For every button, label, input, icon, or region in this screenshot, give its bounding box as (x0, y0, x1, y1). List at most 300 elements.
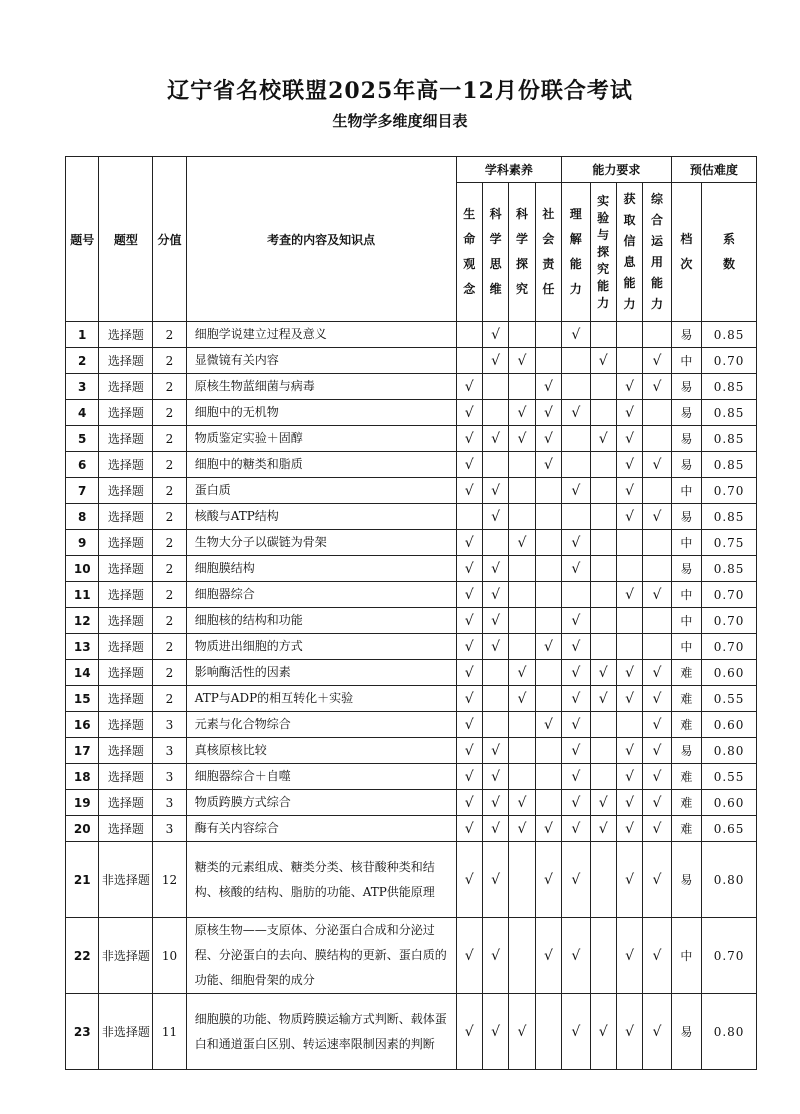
difficulty-level: 中 (671, 608, 701, 634)
difficulty-coefficient: 0.85 (702, 504, 757, 530)
check-cell (535, 608, 561, 634)
check-cell: √ (535, 816, 561, 842)
check-cell: √ (616, 686, 642, 712)
check-cell (643, 322, 671, 348)
check-cell: √ (535, 426, 561, 452)
check-cell: √ (535, 374, 561, 400)
check-cell: √ (590, 790, 616, 816)
table-row (66, 816, 757, 842)
check-cell (643, 556, 671, 582)
question-number: 21 (66, 842, 99, 918)
question-content: 元素与化合物综合 (186, 712, 456, 738)
check-cell: √ (616, 816, 642, 842)
check-cell: √ (616, 738, 642, 764)
difficulty-level: 易 (671, 322, 701, 348)
check-cell (535, 348, 561, 374)
check-cell: √ (643, 790, 671, 816)
check-cell: √ (456, 712, 482, 738)
check-cell (590, 918, 616, 994)
check-cell (562, 582, 590, 608)
difficulty-coefficient: 0.85 (702, 426, 757, 452)
check-cell (509, 842, 535, 918)
table-row (66, 426, 757, 452)
question-number: 12 (66, 608, 99, 634)
question-score: 2 (153, 660, 186, 686)
difficulty-coefficient: 0.65 (702, 816, 757, 842)
table-row (66, 764, 757, 790)
question-score: 2 (153, 504, 186, 530)
header-group-literacy: 学科素养 (456, 157, 562, 183)
question-type: 选择题 (99, 608, 153, 634)
difficulty-level: 难 (671, 660, 701, 686)
difficulty-level: 难 (671, 686, 701, 712)
check-cell: √ (643, 582, 671, 608)
check-cell: √ (509, 686, 535, 712)
question-content: 细胞膜的功能、物质跨膜运输方式判断、载体蛋白和通道蛋白区别、转运速率限制因素的判断 (186, 994, 456, 1070)
check-cell: √ (535, 712, 561, 738)
question-content: 酶有关内容综合 (186, 816, 456, 842)
check-cell: √ (535, 918, 561, 994)
check-cell (590, 374, 616, 400)
check-cell: √ (482, 608, 508, 634)
difficulty-coefficient: 0.75 (702, 530, 757, 556)
question-score: 2 (153, 348, 186, 374)
check-cell (616, 348, 642, 374)
difficulty-coefficient: 0.60 (702, 712, 757, 738)
check-cell (590, 478, 616, 504)
question-type: 选择题 (99, 660, 153, 686)
question-type: 非选择题 (99, 842, 153, 918)
check-cell: √ (590, 816, 616, 842)
check-cell (643, 426, 671, 452)
check-cell (643, 634, 671, 660)
check-cell: √ (562, 530, 590, 556)
check-cell (482, 452, 508, 478)
difficulty-level: 易 (671, 426, 701, 452)
check-cell: √ (482, 634, 508, 660)
check-cell: √ (482, 918, 508, 994)
difficulty-coefficient: 0.55 (702, 764, 757, 790)
question-score: 3 (153, 790, 186, 816)
check-cell (590, 452, 616, 478)
difficulty-coefficient: 0.85 (702, 400, 757, 426)
check-cell: √ (456, 530, 482, 556)
question-score: 10 (153, 918, 186, 994)
check-cell (535, 686, 561, 712)
check-cell: √ (509, 790, 535, 816)
check-cell (590, 504, 616, 530)
question-number: 11 (66, 582, 99, 608)
check-cell: √ (616, 426, 642, 452)
check-cell (509, 556, 535, 582)
table-row (66, 790, 757, 816)
check-cell: √ (456, 994, 482, 1070)
question-type: 选择题 (99, 556, 153, 582)
check-cell (590, 634, 616, 660)
question-number: 1 (66, 322, 99, 348)
check-cell (482, 686, 508, 712)
check-cell (535, 994, 561, 1070)
difficulty-coefficient: 0.60 (702, 790, 757, 816)
question-content: 核酸与ATP结构 (186, 504, 456, 530)
difficulty-level: 易 (671, 504, 701, 530)
table-row (66, 556, 757, 582)
question-score: 3 (153, 816, 186, 842)
question-number: 3 (66, 374, 99, 400)
check-cell: √ (509, 400, 535, 426)
check-cell (616, 712, 642, 738)
check-cell (509, 504, 535, 530)
check-cell: √ (562, 660, 590, 686)
question-content: ATP与ADP的相互转化＋实验 (186, 686, 456, 712)
check-cell (482, 712, 508, 738)
check-cell: √ (643, 842, 671, 918)
table-row (66, 918, 757, 994)
check-cell: √ (616, 918, 642, 994)
question-number: 19 (66, 790, 99, 816)
table-row (66, 504, 757, 530)
question-content: 物质鉴定实验＋固醇 (186, 426, 456, 452)
table-row (66, 842, 757, 918)
check-cell (616, 322, 642, 348)
check-cell: √ (616, 478, 642, 504)
check-cell: √ (562, 738, 590, 764)
difficulty-level: 中 (671, 530, 701, 556)
question-score: 3 (153, 738, 186, 764)
difficulty-level: 易 (671, 400, 701, 426)
question-content: 物质进出细胞的方式 (186, 634, 456, 660)
question-type: 选择题 (99, 504, 153, 530)
question-number: 10 (66, 556, 99, 582)
difficulty-coefficient: 0.85 (702, 556, 757, 582)
table-row (66, 322, 757, 348)
check-cell: √ (562, 712, 590, 738)
header-sub-scientific-inquiry: 科 学 探 究 (516, 207, 529, 296)
check-cell (482, 660, 508, 686)
check-cell: √ (456, 764, 482, 790)
check-cell (456, 322, 482, 348)
check-cell: √ (456, 686, 482, 712)
check-cell (590, 712, 616, 738)
check-cell (509, 452, 535, 478)
question-content: 细胞器综合＋自噬 (186, 764, 456, 790)
check-cell: √ (482, 790, 508, 816)
difficulty-coefficient: 0.85 (702, 374, 757, 400)
check-cell (509, 322, 535, 348)
check-cell: √ (616, 994, 642, 1070)
check-cell (535, 764, 561, 790)
question-type: 选择题 (99, 452, 153, 478)
question-type: 选择题 (99, 400, 153, 426)
check-cell: √ (509, 348, 535, 374)
question-content: 原核生物——支原体、分泌蛋白合成和分泌过程、分泌蛋白的去向、膜结构的更新、蛋白质的功能、细胞骨架的成分 (186, 918, 456, 994)
check-cell: √ (643, 994, 671, 1070)
check-cell: √ (482, 348, 508, 374)
difficulty-coefficient: 0.70 (702, 608, 757, 634)
difficulty-coefficient: 0.70 (702, 918, 757, 994)
difficulty-level: 易 (671, 842, 701, 918)
check-cell: √ (616, 660, 642, 686)
check-cell: √ (456, 400, 482, 426)
question-score: 2 (153, 582, 186, 608)
check-cell: √ (643, 738, 671, 764)
header-sub-life-concept: 生 命 观 念 (463, 207, 476, 296)
table-row (66, 582, 757, 608)
check-cell: √ (456, 426, 482, 452)
check-cell: √ (509, 994, 535, 1070)
table-row (66, 994, 757, 1070)
check-cell (562, 426, 590, 452)
check-cell: √ (509, 426, 535, 452)
question-number: 4 (66, 400, 99, 426)
check-cell (509, 634, 535, 660)
check-cell (535, 582, 561, 608)
difficulty-level: 难 (671, 816, 701, 842)
question-number: 18 (66, 764, 99, 790)
question-type: 选择题 (99, 686, 153, 712)
check-cell: √ (456, 634, 482, 660)
check-cell (643, 530, 671, 556)
check-cell: √ (482, 322, 508, 348)
question-number: 6 (66, 452, 99, 478)
check-cell: √ (535, 452, 561, 478)
question-content: 细胞膜结构 (186, 556, 456, 582)
difficulty-level: 难 (671, 764, 701, 790)
check-cell: √ (562, 478, 590, 504)
header-sub-level: 档 次 (680, 232, 693, 271)
check-cell (562, 348, 590, 374)
question-content: 蛋白质 (186, 478, 456, 504)
check-cell: √ (482, 816, 508, 842)
question-content: 细胞器综合 (186, 582, 456, 608)
check-cell (590, 764, 616, 790)
question-type: 选择题 (99, 374, 153, 400)
check-cell: √ (562, 918, 590, 994)
header-group-difficulty: 预估难度 (671, 157, 756, 183)
check-cell: √ (562, 322, 590, 348)
check-cell: √ (616, 374, 642, 400)
check-cell: √ (616, 400, 642, 426)
check-cell: √ (482, 738, 508, 764)
check-cell: √ (643, 764, 671, 790)
table-row (66, 738, 757, 764)
table-row (66, 530, 757, 556)
check-cell: √ (509, 530, 535, 556)
header-sub-experiment: 实 验 与 探 究 能 力 (597, 193, 610, 310)
check-cell: √ (482, 994, 508, 1070)
check-cell: √ (643, 918, 671, 994)
question-type: 选择题 (99, 712, 153, 738)
check-cell (509, 764, 535, 790)
check-cell: √ (562, 842, 590, 918)
check-cell (616, 530, 642, 556)
question-content: 原核生物蓝细菌与病毒 (186, 374, 456, 400)
table-body (66, 322, 757, 1070)
check-cell: √ (482, 764, 508, 790)
question-score: 2 (153, 452, 186, 478)
question-score: 2 (153, 478, 186, 504)
check-cell: √ (509, 816, 535, 842)
table-row (66, 712, 757, 738)
question-type: 选择题 (99, 348, 153, 374)
question-score: 2 (153, 530, 186, 556)
check-cell: √ (643, 686, 671, 712)
question-content: 糖类的元素组成、糖类分类、核苷酸种类和结构、核酸的结构、脂肪的功能、ATP供能原理 (186, 842, 456, 918)
check-cell: √ (456, 738, 482, 764)
document-subtitle: 生物学多维度细目表 (332, 112, 468, 130)
header-num: 题号 (66, 157, 99, 322)
header-type: 题型 (99, 157, 153, 322)
check-cell (482, 530, 508, 556)
check-cell: √ (616, 764, 642, 790)
question-type: 选择题 (99, 764, 153, 790)
question-number: 13 (66, 634, 99, 660)
check-cell (509, 478, 535, 504)
question-number: 14 (66, 660, 99, 686)
difficulty-coefficient: 0.70 (702, 348, 757, 374)
question-content: 细胞核的结构和功能 (186, 608, 456, 634)
question-score: 12 (153, 842, 186, 918)
check-cell: √ (456, 478, 482, 504)
question-score: 2 (153, 400, 186, 426)
table-row (66, 478, 757, 504)
check-cell: √ (616, 790, 642, 816)
check-cell: √ (482, 426, 508, 452)
check-cell (590, 530, 616, 556)
check-cell: √ (590, 426, 616, 452)
check-cell: √ (643, 452, 671, 478)
question-type: 选择题 (99, 634, 153, 660)
check-cell (535, 478, 561, 504)
check-cell: √ (562, 400, 590, 426)
question-number: 20 (66, 816, 99, 842)
check-cell (456, 504, 482, 530)
check-cell: √ (456, 842, 482, 918)
check-cell: √ (535, 400, 561, 426)
difficulty-coefficient: 0.80 (702, 738, 757, 764)
check-cell: √ (562, 994, 590, 1070)
check-cell: √ (643, 504, 671, 530)
difficulty-level: 难 (671, 712, 701, 738)
check-cell (509, 374, 535, 400)
check-cell (643, 608, 671, 634)
check-cell: √ (590, 686, 616, 712)
question-type: 非选择题 (99, 994, 153, 1070)
table-row (66, 374, 757, 400)
question-number: 22 (66, 918, 99, 994)
difficulty-coefficient: 0.70 (702, 478, 757, 504)
check-cell (616, 634, 642, 660)
question-type: 非选择题 (99, 918, 153, 994)
header-sub-application: 综 合 运 用 能 力 (650, 192, 663, 311)
check-cell: √ (482, 478, 508, 504)
document-title: 辽宁省名校联盟2025年高一12月份联合考试 (167, 78, 633, 104)
difficulty-level: 难 (671, 790, 701, 816)
question-content: 显微镜有关内容 (186, 348, 456, 374)
difficulty-coefficient: 0.70 (702, 582, 757, 608)
check-cell (616, 608, 642, 634)
question-type: 选择题 (99, 478, 153, 504)
check-cell (562, 504, 590, 530)
check-cell (535, 322, 561, 348)
header-sub-social-responsibility: 社 会 责 任 (542, 207, 555, 296)
check-cell (535, 504, 561, 530)
difficulty-level: 易 (671, 994, 701, 1070)
check-cell: √ (456, 608, 482, 634)
check-cell: √ (456, 918, 482, 994)
check-cell (482, 400, 508, 426)
difficulty-level: 中 (671, 478, 701, 504)
check-cell (643, 400, 671, 426)
difficulty-coefficient: 0.55 (702, 686, 757, 712)
question-content: 细胞学说建立过程及意义 (186, 322, 456, 348)
difficulty-coefficient: 0.80 (702, 994, 757, 1070)
check-cell: √ (456, 582, 482, 608)
check-cell: √ (590, 348, 616, 374)
check-cell: √ (456, 790, 482, 816)
check-cell (590, 582, 616, 608)
check-cell (482, 374, 508, 400)
question-type: 选择题 (99, 530, 153, 556)
difficulty-level: 中 (671, 582, 701, 608)
check-cell: √ (590, 994, 616, 1070)
difficulty-level: 易 (671, 738, 701, 764)
check-cell (509, 608, 535, 634)
difficulty-level: 中 (671, 918, 701, 994)
check-cell: √ (616, 582, 642, 608)
check-cell (590, 400, 616, 426)
question-content: 生物大分子以碳链为骨架 (186, 530, 456, 556)
check-cell (509, 738, 535, 764)
header-sub-coefficient: 系 数 (723, 232, 736, 271)
check-cell (535, 556, 561, 582)
check-cell: √ (616, 842, 642, 918)
header-score: 分值 (153, 157, 186, 322)
check-cell (456, 348, 482, 374)
check-cell: √ (482, 504, 508, 530)
question-score: 3 (153, 764, 186, 790)
check-cell (590, 738, 616, 764)
check-cell: √ (482, 556, 508, 582)
check-cell: √ (509, 660, 535, 686)
header-sub-scientific-thinking: 科 学 思 维 (489, 207, 502, 296)
check-cell: √ (535, 842, 561, 918)
header-group-ability: 能力要求 (562, 157, 672, 183)
question-type: 选择题 (99, 790, 153, 816)
check-cell: √ (562, 556, 590, 582)
check-cell: √ (456, 452, 482, 478)
table-row (66, 686, 757, 712)
check-cell (535, 660, 561, 686)
table-row (66, 634, 757, 660)
header-content: 考查的内容及知识点 (186, 157, 456, 322)
question-score: 2 (153, 556, 186, 582)
check-cell: √ (590, 660, 616, 686)
question-score: 2 (153, 322, 186, 348)
check-cell (509, 918, 535, 994)
check-cell (643, 478, 671, 504)
question-content: 细胞中的无机物 (186, 400, 456, 426)
question-score: 2 (153, 374, 186, 400)
table-row (66, 400, 757, 426)
question-type: 选择题 (99, 322, 153, 348)
header-sub-info-acquisition: 获 取 信 息 能 力 (623, 192, 636, 311)
question-content: 真核原核比较 (186, 738, 456, 764)
question-score: 2 (153, 686, 186, 712)
table-row (66, 660, 757, 686)
difficulty-coefficient: 0.70 (702, 634, 757, 660)
check-cell: √ (643, 712, 671, 738)
